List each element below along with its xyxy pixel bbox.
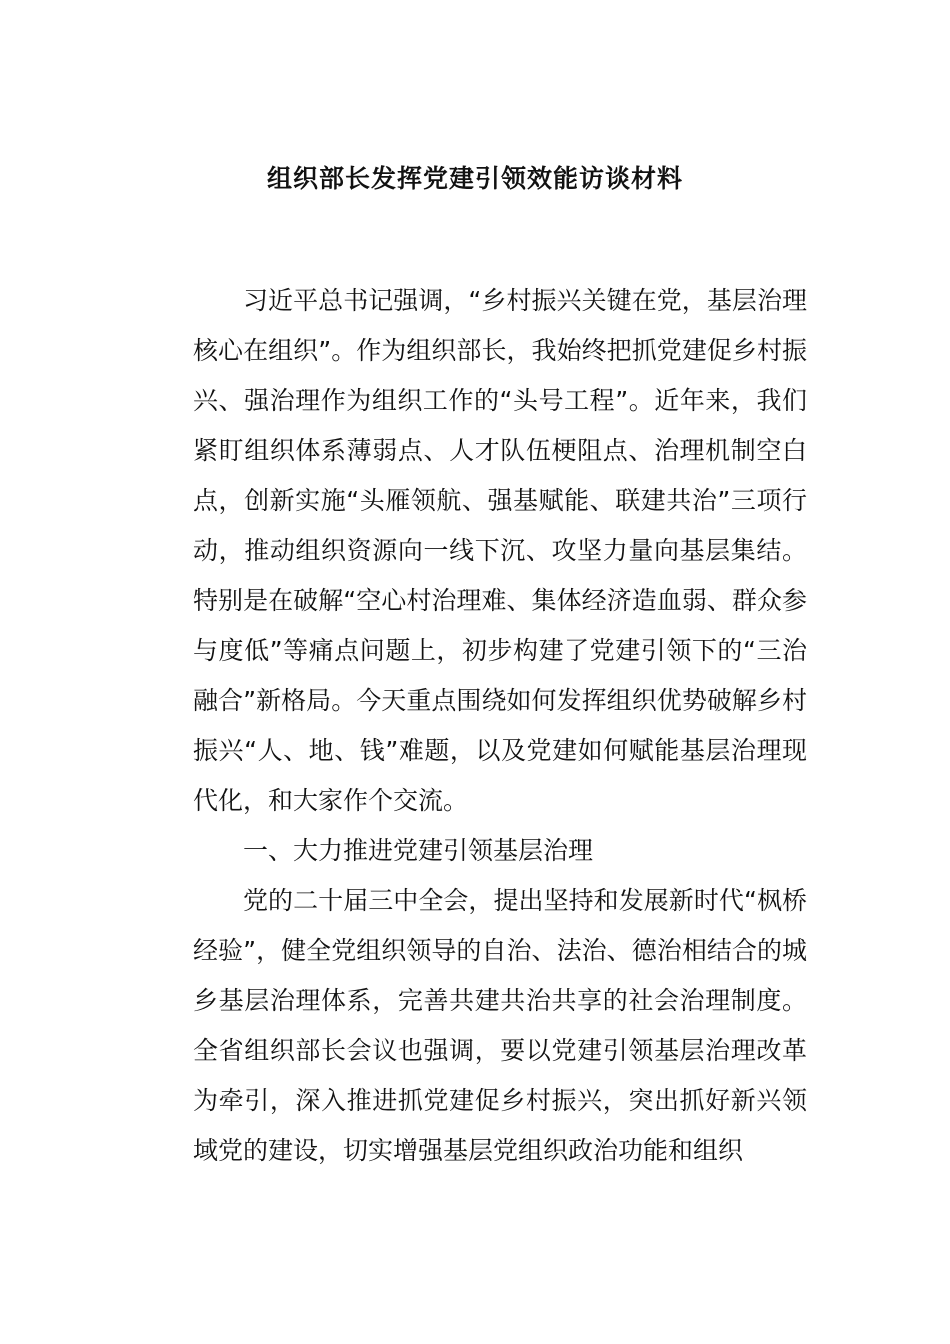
paragraph-intro: 习近平总书记强调，“乡村振兴关键在党，基层治理核心在组织”。作为组织部长，我始终把抓党建促乡村振兴、强治理作为组织工作的“头号工程”。近年来，我们紧盯组织体系薄弱点、人才队伍梗阻点、治理机制空白点，创新实施“头雁领航、强基赋能、联建共治”三项行动，推动组织资源向一线下沉、攻坚力量向基层集结。特别是在破解“空心村治理难、集体经济造血弱、群众参与度低”等痛点问题上，初步构建了党建引领下的“三治融合”新格局。今天重点围绕如何发挥组织优势破解乡村振兴“人、地、钱”难题，以及党建如何赋能基层治理现代化，和大家作个交流。 bbox=[193, 286, 807, 815]
document-body bbox=[193, 276, 807, 1176]
document-title: 组织部长发挥党建引领效能访谈材料 bbox=[266, 164, 683, 193]
section-heading-1: 一、大力推进党建引领基层治理 bbox=[243, 836, 594, 865]
paragraph-section-1: 党的二十届三中全会，提出坚持和发展新时代“枫桥经验”，健全党组织领导的自治、法治、德治相结合的城乡基层治理体系，完善共建共治共享的社会治理制度。全省组织部长会议也强调，要以党建引领基层治理改革为牵引，深入推进抓党建促乡村振兴，突出抓好新兴领域党的建设，切实增强基层党组织政治功能和组织 bbox=[193, 886, 807, 1165]
